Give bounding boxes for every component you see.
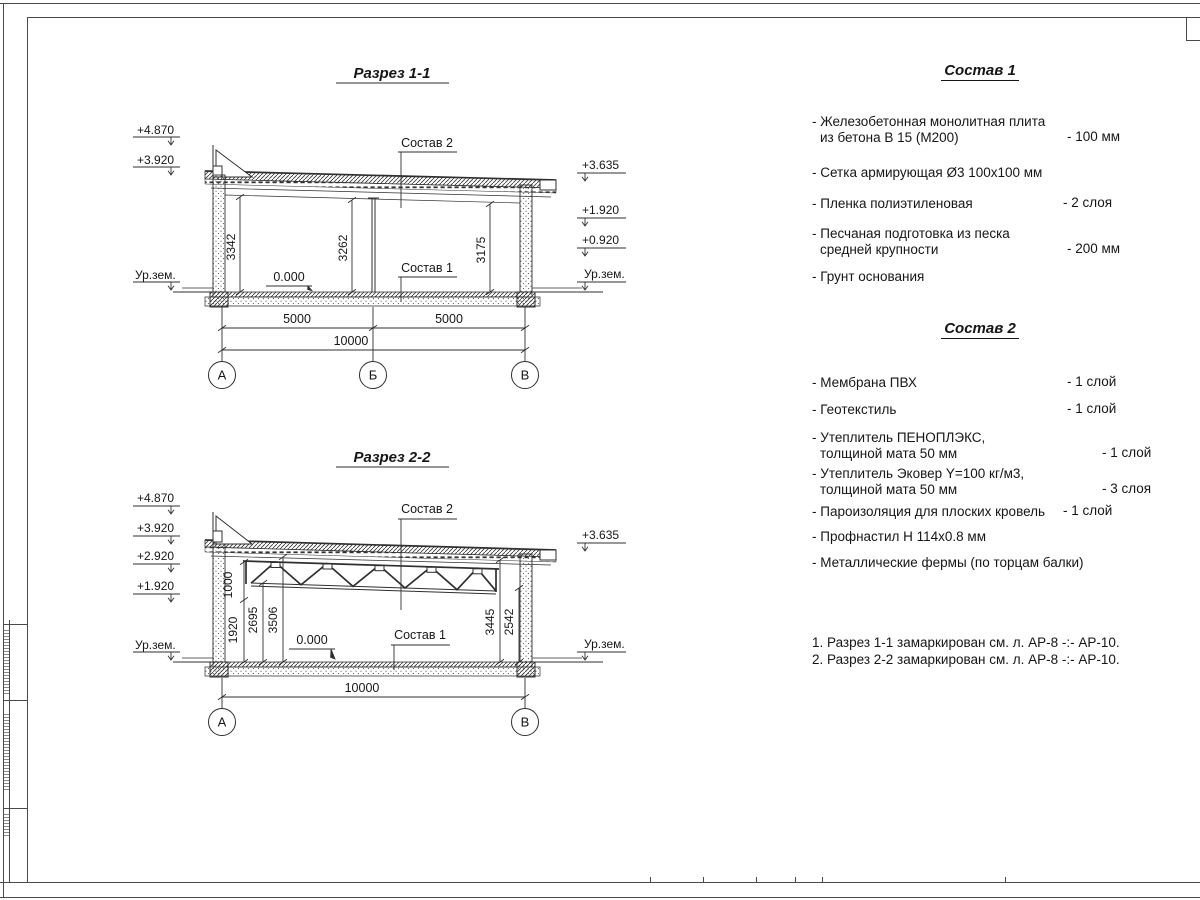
list-item <box>800 165 1200 181</box>
ground-label: Ур.зем. <box>584 267 625 281</box>
section-2-2-drawing <box>125 440 655 740</box>
frame-bottom-line <box>0 882 1200 883</box>
elevation-mark <box>133 521 180 544</box>
item-text: - Сетка армирующая Ø3 100х100 мм <box>812 165 1043 180</box>
list-item <box>800 430 1200 462</box>
dim-text: 3506 <box>266 606 280 634</box>
roof-edge-cap <box>540 180 556 190</box>
dim-text: 5000 <box>435 312 463 326</box>
roof-assembly <box>205 171 556 203</box>
elevation-label: +3.920 <box>137 153 175 167</box>
elevation-label: +1.920 <box>137 579 175 593</box>
elevation-mark <box>133 549 180 572</box>
notes-block <box>812 635 1120 668</box>
ground-label: Ур.зем. <box>135 638 176 652</box>
list-item <box>800 402 1200 418</box>
height-dimension <box>474 201 494 295</box>
stamp-strip-divider <box>3 808 27 809</box>
item-text: - Мембрана ПВХ <box>812 375 917 390</box>
item-value: - 1 слой <box>1063 503 1113 518</box>
item-text: толщиной мата 50 мм <box>820 446 958 461</box>
list-item <box>800 226 1200 258</box>
axis-letter: А <box>217 367 227 383</box>
axis-marker-A <box>209 709 236 736</box>
dim-text: 1000 <box>221 571 235 599</box>
titleblock-tick <box>650 877 651 882</box>
item-value: - 3 слоя <box>1102 481 1152 496</box>
stamp-strip-divider <box>3 624 27 625</box>
section-title: Разрез 1-1 <box>353 65 431 82</box>
list-item <box>800 529 1200 545</box>
section-2-2-title <box>336 449 449 467</box>
elevation-label: +0.920 <box>582 233 620 247</box>
right-footing <box>517 662 535 677</box>
composition2-title <box>800 320 1160 337</box>
dim-text: 3262 <box>336 234 350 262</box>
item-text: - Грунт основания <box>812 269 925 284</box>
elevation-label: +4.870 <box>137 491 175 505</box>
list-item <box>800 375 1200 391</box>
item-text: - Геотекстиль <box>812 402 897 417</box>
item-text: средней крупности <box>820 242 939 257</box>
callout-label: Состав 2 <box>401 136 453 150</box>
truss-gusset <box>473 569 482 574</box>
list-item <box>800 196 1200 212</box>
note-line: 2. Разрез 2-2 замаркирован см. л. АР-8 -:- АР-10. <box>812 651 1120 667</box>
titleblock-tick <box>1005 877 1006 882</box>
elevation-label: +3.635 <box>582 158 620 172</box>
floor-slab <box>173 288 603 307</box>
dim-text: 5000 <box>283 312 311 326</box>
callout-label: Состав 1 <box>394 628 446 642</box>
right-wall <box>520 185 532 292</box>
frame-left-line <box>27 17 28 882</box>
dim-text: 10000 <box>333 334 369 348</box>
callout-label: Состав 2 <box>401 502 453 516</box>
right-footing <box>517 292 535 307</box>
item-text: толщиной мата 50 мм <box>820 482 958 497</box>
ground-level-mark <box>577 637 626 660</box>
elevation-label: +1.920 <box>582 203 620 217</box>
elevation-label: +4.870 <box>137 123 175 137</box>
note-line: 1. Разрез 1-1 замаркирован см. л. АР-8 -:- АР-10. <box>812 635 1120 650</box>
roof-truss <box>243 561 499 594</box>
ground-label: Ур.зем. <box>135 268 176 282</box>
dim-text: 10000 <box>344 681 380 695</box>
item-text: - Утеплитель Эковер Y=100 кг/м3, <box>812 466 1025 481</box>
dim-text: 3445 <box>483 608 497 636</box>
dim-text: 1920 <box>226 616 240 644</box>
elevation-label: +3.920 <box>137 521 175 535</box>
stamp-strip-line <box>9 620 10 882</box>
stamp-strip-microtext <box>4 630 9 694</box>
list-item <box>800 555 1200 571</box>
paper-bottom-edge <box>0 897 1200 898</box>
titleblock-tick <box>795 877 796 882</box>
corner-stamp-box <box>1186 17 1200 41</box>
elevation-mark <box>133 123 180 145</box>
ground-level-mark <box>133 268 180 290</box>
bottom-dimensions <box>218 678 529 708</box>
ground-level-mark <box>133 638 180 660</box>
dim-text: 3342 <box>224 233 238 261</box>
item-text: - Утеплитель ПЕНОПЛЭКС, <box>812 430 986 445</box>
height-dimension <box>224 194 244 295</box>
parapet <box>213 145 252 177</box>
item-text: - Профнастил Н 114х0.8 мм <box>812 529 986 544</box>
roof-edge-cap <box>540 550 556 560</box>
elevation-mark <box>133 491 180 514</box>
section-title: Разрез 2-2 <box>353 449 431 466</box>
item-text: - Пароизоляция для плоских кровель <box>812 504 1046 519</box>
axis-letter: А <box>217 714 227 730</box>
elevation-mark <box>577 528 626 551</box>
axis-letter: Б <box>368 367 378 383</box>
item-text: - Песчаная подготовка из песка <box>812 226 1010 241</box>
elevation-mark <box>133 153 180 175</box>
stamp-strip-divider <box>3 700 27 701</box>
ground-label: Ур.зем. <box>584 637 625 651</box>
paper-top-edge <box>0 3 1200 4</box>
elevation-mark <box>577 158 626 181</box>
item-text: - Железобетонная монолитная плита <box>812 114 1046 129</box>
truss-gusset <box>323 564 332 569</box>
axis-marker-B <box>360 362 387 389</box>
composition2-title-text: Состав 2 <box>941 320 1019 339</box>
dim-text: 2695 <box>246 606 260 634</box>
zero-level-label: 0.000 <box>273 270 305 284</box>
truss-gusset <box>375 566 384 571</box>
item-value: - 1 слой <box>1102 445 1152 460</box>
elevation-mark <box>577 203 626 226</box>
height-dimension <box>336 197 356 295</box>
list-item <box>800 269 1200 285</box>
bottom-dimensions <box>218 307 529 361</box>
elevation-mark <box>133 579 180 602</box>
callout-label: Состав 1 <box>401 261 453 275</box>
truss-gusset <box>427 567 436 572</box>
item-value: - 1 слой <box>1067 374 1117 389</box>
titleblock-tick <box>822 877 823 882</box>
ground-level-mark <box>577 267 626 290</box>
list-item <box>800 466 1200 498</box>
floor-slab <box>173 658 603 677</box>
item-value: - 200 мм <box>1067 241 1121 256</box>
item-text: - Пленка полиэтиленовая <box>812 196 973 211</box>
axis-letter: В <box>520 714 530 730</box>
left-wall <box>213 544 225 662</box>
stamp-strip-microtext <box>4 712 9 790</box>
zero-level-mark <box>289 633 335 659</box>
axis-marker-A <box>209 362 236 389</box>
height-dimension <box>483 557 504 665</box>
height-dimension <box>246 580 267 665</box>
section-1-1-drawing <box>125 55 655 405</box>
item-value: - 2 слоя <box>1063 195 1113 210</box>
composition1-title-text: Состав 1 <box>941 62 1019 81</box>
elevation-label: +2.920 <box>137 549 175 563</box>
titleblock-tick <box>756 877 757 882</box>
left-footing <box>210 292 228 307</box>
list-item <box>800 504 1200 520</box>
zero-level-mark <box>266 270 312 291</box>
item-text: - Металлические фермы (по торцам балки) <box>812 555 1084 570</box>
callout-sostav2 <box>398 136 457 208</box>
dim-text: 3175 <box>474 236 488 264</box>
stamp-strip-microtext <box>4 814 9 836</box>
titleblock-tick <box>703 877 704 882</box>
center-column <box>368 198 379 292</box>
zero-level-label: 0.000 <box>296 633 328 647</box>
composition1-title <box>800 62 1160 79</box>
frame-top-line <box>27 17 1200 18</box>
truss-gusset <box>271 563 280 568</box>
left-footing <box>210 662 228 677</box>
axis-letter: В <box>520 367 530 383</box>
item-value: - 1 слой <box>1067 401 1117 416</box>
right-wall <box>520 554 532 662</box>
axis-marker-V <box>512 709 539 736</box>
elevation-label: +3.635 <box>582 528 620 542</box>
axis-marker-V <box>512 362 539 389</box>
item-value: - 100 мм <box>1067 129 1121 144</box>
dim-text: 2542 <box>502 608 516 636</box>
list-item <box>800 114 1200 146</box>
item-text: из бетона В 15 (М200) <box>820 130 959 145</box>
left-wall <box>213 175 225 292</box>
section-1-1-title <box>336 65 449 83</box>
elevation-mark <box>577 233 626 256</box>
parapet <box>213 512 252 544</box>
